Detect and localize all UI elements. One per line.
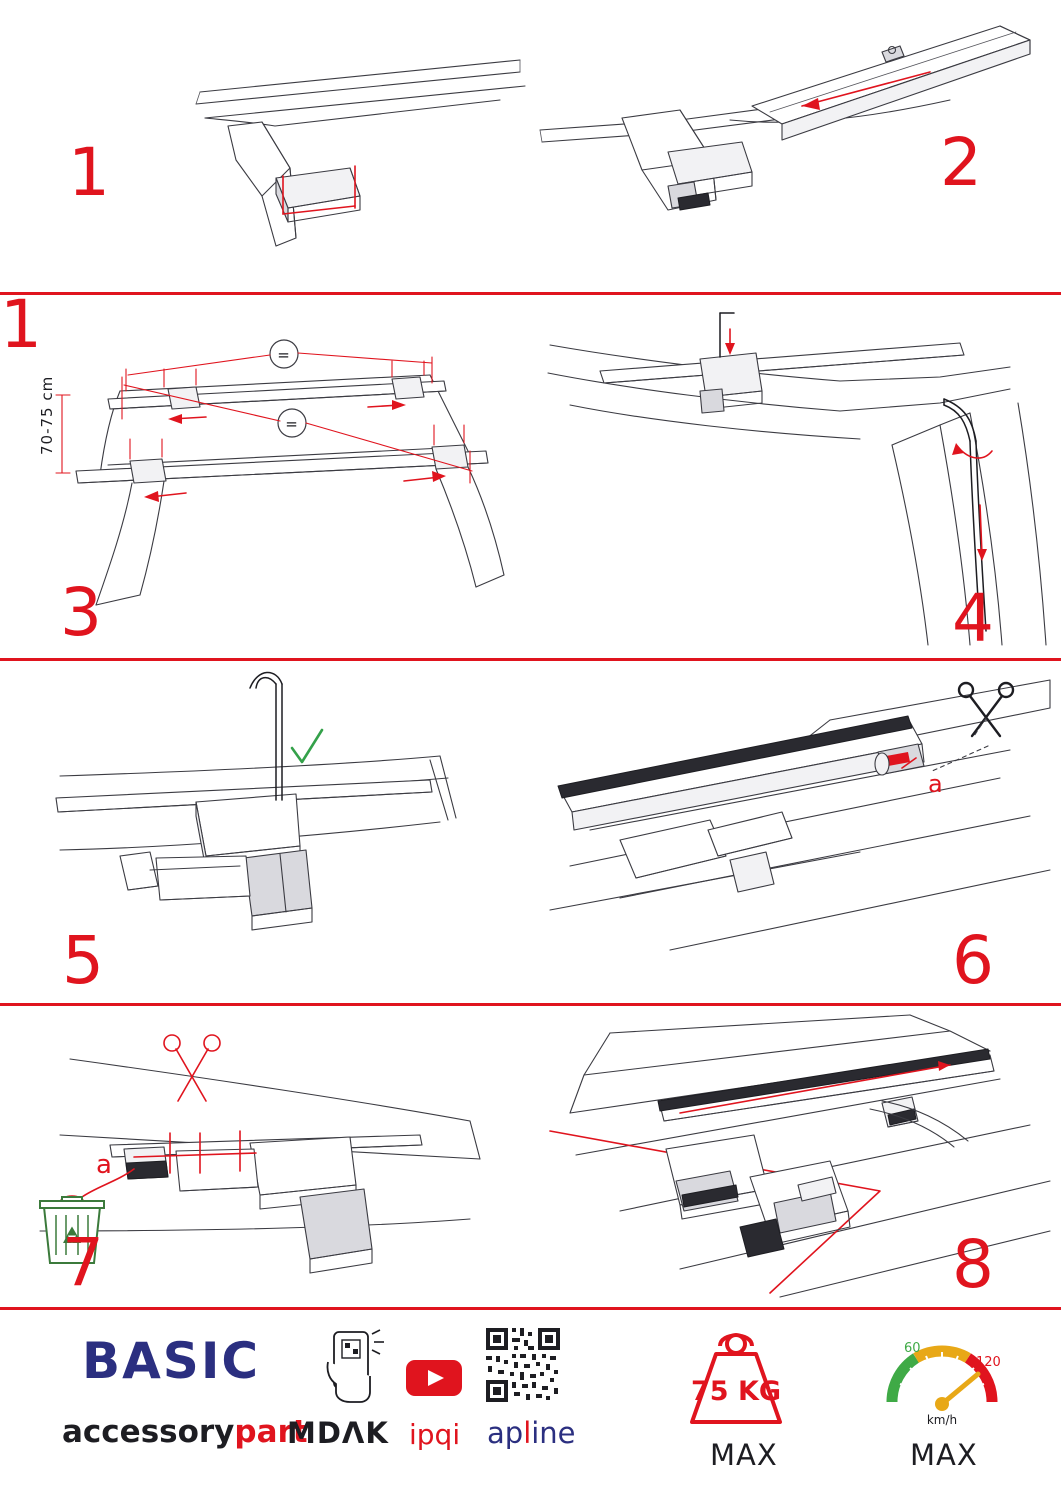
- phone-qr-scan-icon: [316, 1328, 388, 1406]
- step-7-number-label: 7: [62, 1224, 104, 1301]
- qr-code-icon: [484, 1326, 562, 1404]
- step-4-number-label: 4: [952, 580, 994, 657]
- step-3-dimension-text: 70-75 cm: [38, 375, 56, 455]
- brand-part-text: part: [234, 1414, 308, 1450]
- brand-accessory-text: accessory: [62, 1414, 235, 1450]
- step-3-number-label: 3: [60, 574, 102, 651]
- weight-max-label: MAX: [710, 1438, 778, 1472]
- step-6-number-label: 6: [952, 922, 994, 999]
- speed-unit-label: km/h: [926, 1413, 958, 1427]
- step-1-number: 1: [0, 286, 42, 363]
- brand-basic: BASIC: [82, 1332, 261, 1390]
- step-7-callout-a: a: [96, 1150, 112, 1180]
- brand-accessorypart: [62, 1414, 308, 1450]
- brand-mdak: MDΛK: [287, 1416, 389, 1450]
- weight-icon: [676, 1322, 796, 1430]
- gauge-tick-120: 120: [976, 1355, 1001, 1370]
- brand-ipqi: ipqi: [409, 1418, 461, 1451]
- speedometer-icon: [876, 1318, 1008, 1430]
- step-6-callout-a: a: [928, 770, 943, 798]
- footer-brand-bar: [0, 1310, 1061, 1500]
- svg-text:=: =: [285, 415, 299, 433]
- step-5-number-label: 5: [62, 922, 104, 999]
- youtube-icon[interactable]: [404, 1356, 464, 1400]
- brand-ine-text: ine: [531, 1416, 576, 1450]
- gauge-tick-60: 60: [904, 1341, 921, 1356]
- weight-value: 75 KG: [690, 1376, 782, 1407]
- brand-apline: [487, 1416, 576, 1450]
- step-8-number-label: 8: [952, 1226, 994, 1303]
- brand-ap-text: ap: [487, 1416, 524, 1450]
- scissors-icon: [959, 683, 1013, 736]
- speed-max-label: MAX: [910, 1438, 978, 1472]
- brand-l-text: l: [523, 1416, 532, 1450]
- scissors-icon: [164, 1035, 220, 1101]
- step-1-number-label: 1: [68, 134, 110, 211]
- step-2-number-label: 2: [940, 124, 982, 201]
- svg-text:=: =: [277, 346, 291, 364]
